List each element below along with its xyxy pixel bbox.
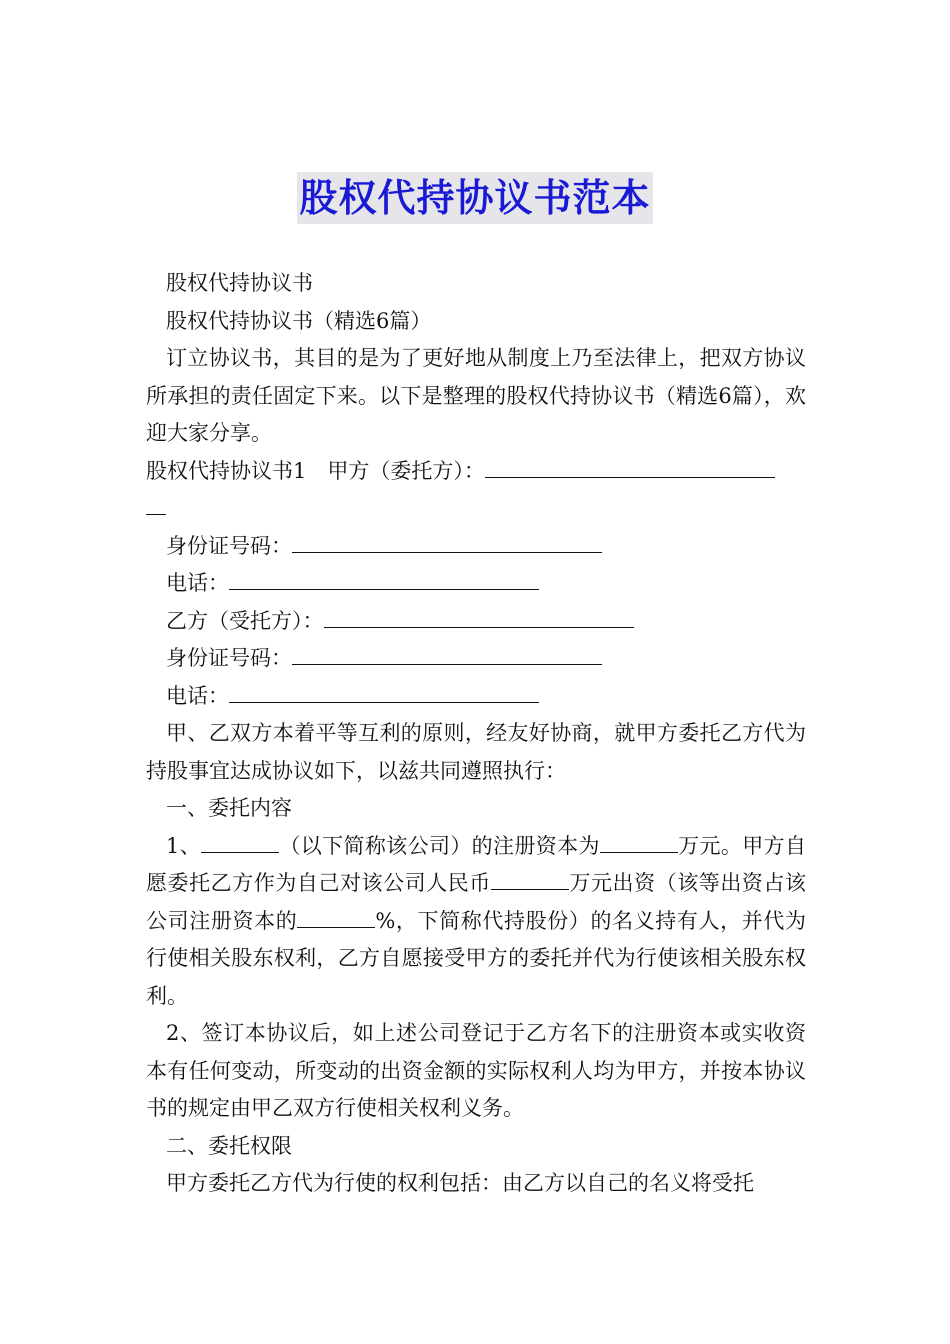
- section-heading-2: 二、委托权限: [166, 1133, 292, 1158]
- company-blank: [201, 828, 279, 853]
- party-b-phone-line: [146, 678, 806, 716]
- phone-blank-b: [229, 678, 539, 703]
- document-body: [146, 265, 806, 1203]
- party-a-label: 股权代持协议书1 甲方（委托方）：: [146, 458, 485, 483]
- party-a-id-line: [146, 528, 806, 566]
- clause-3: 甲方委托乙方代为行使的权利包括：由乙方以自己的名义将受托: [166, 1171, 754, 1195]
- id-label: 身份证号码：: [166, 533, 292, 558]
- clause-1-part: 万元。甲方自愿委托乙方作为自己对该公司人民币: [146, 833, 806, 895]
- clause-1: [146, 828, 806, 1016]
- capital-blank: [600, 828, 678, 853]
- party-a-blank: [485, 453, 775, 478]
- id-blank: [292, 528, 602, 553]
- clause-1-part: 1、: [166, 833, 202, 858]
- clause-1-part: 万元出资（该等出资占该公司注册资本的: [146, 871, 807, 933]
- party-b-line: [146, 603, 806, 641]
- party-b-label: 乙方（受托方）：: [166, 608, 324, 633]
- id-label-b: 身份证号码：: [166, 646, 292, 670]
- document-title: 股权代持协议书范本: [297, 172, 652, 224]
- percent-blank: [297, 903, 375, 928]
- amount-blank: [491, 865, 569, 890]
- paragraph-heading-1: 股权代持协议书: [166, 271, 313, 295]
- paragraph-heading-2: 股权代持协议书（精选6篇）: [166, 308, 432, 333]
- paragraph-intro: 订立协议书，其目的是为了更好地从制度上乃至法律上，把双方协议所承担的责任固定下来。以下是整理的股权代持协议书（精选6篇），欢迎大家分享。: [146, 346, 806, 445]
- phone-blank: [229, 565, 539, 590]
- clause-1-part: %，下简称代持股份）的名义持有人，并代为行使相关股东权利，乙方自愿接受甲方的委托并代为行使该相关股东权利。: [146, 908, 807, 1008]
- party-b-id-line: [146, 640, 806, 678]
- paragraph-agreement: 甲、乙双方本着平等互利的原则，经友好协商，就甲方委托乙方代为持股事宜达成协议如下，以兹共同遵照执行：: [146, 721, 806, 783]
- document-title-wrap: [0, 172, 950, 224]
- party-b-blank: [324, 603, 634, 628]
- phone-label-b: 电话：: [166, 683, 229, 708]
- clause-2: 2、签订本协议后，如上述公司登记于乙方名下的注册资本或实收资本有任何变动，所变动的出资金额的实际权利人均为甲方，并按本协议书的规定由甲乙双方行使相关权利义务。: [146, 1021, 806, 1120]
- clause-1-part: （以下简称该公司）的注册资本为: [279, 833, 600, 858]
- id-blank-b: [292, 640, 602, 665]
- section-heading-1: 一、委托内容: [166, 796, 292, 820]
- party-a-blank-continued: [146, 490, 166, 515]
- party-a-phone-line: [146, 565, 806, 603]
- phone-label: 电话：: [166, 571, 229, 595]
- party-a-line: [146, 453, 806, 528]
